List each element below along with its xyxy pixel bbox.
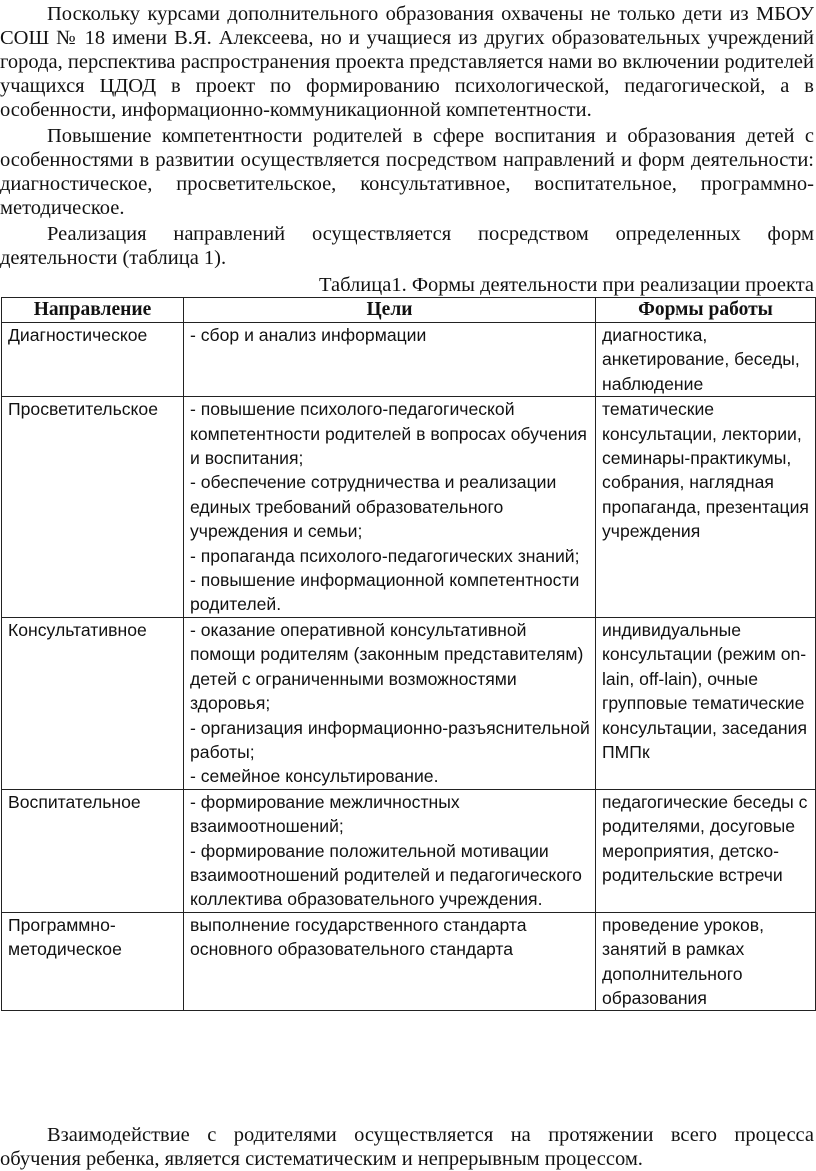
- paragraph-competence: Повышение компетентности родителей в сфере воспитания и образования детей с особенностями в развитии осуществляется посредством направлений и форм деятельности: диагностическое, просветительское, консультативное, воспитательное, программно-методическое.: [0, 125, 814, 219]
- goal-item: - пропаганда психолого-педагогических знаний;: [190, 545, 580, 566]
- header-goals: Цели: [184, 298, 596, 323]
- paragraph-interaction: Взаимодействие с родителями осуществляется на протяжении всего процесса обучения ребенка, является систематическим и непрерывным процессом.: [0, 1124, 814, 1170]
- forms-cell: индивидуальные консультации (режим on-lain, off-lain), очные групповые тематические консультации, заседания ПМПк: [596, 617, 816, 789]
- goal-item: - организация информационно-разъяснительной работы;: [190, 717, 590, 762]
- table-row: [2, 912, 816, 1011]
- direction-cell: Консультативное: [2, 617, 184, 789]
- table-row: [2, 397, 816, 618]
- table-row: [2, 617, 816, 789]
- direction-cell: Просветительское: [2, 397, 184, 618]
- table-row: [2, 789, 816, 912]
- forms-table: [1, 297, 816, 1011]
- goals-cell: [184, 323, 596, 397]
- forms-cell: тематические консультации, лектории, семинары-практикумы, собрания, наглядная пропаганда, презентация учреждения: [596, 397, 816, 618]
- forms-cell: педагогические беседы с родителями, досуговые мероприятия, детско-родительские встречи: [596, 789, 816, 912]
- paragraph-intro: Поскольку курсами дополнительного образования охвачены не только дети из МБОУ СОШ № 18 имени В.Я. Алексеева, но и учащиеся из других образовательных учреждений города, перспектива распространения проекта представляется нами во включении родителей учащихся ЦДОД в проект по формированию психологической, педагогической, а в особенности, информационно-коммуникационной компетентности.: [0, 3, 814, 121]
- direction-cell: Диагностическое: [2, 323, 184, 397]
- goal-item: - повышение информационной компетентности родителей.: [190, 570, 580, 615]
- goal-item: выполнение государственного стандарта основного образовательного стандарта: [190, 914, 527, 960]
- goal-item: - формирование положительной мотивации взаимоотношений родителей и педагогического коллектива образовательного учреждения.: [190, 840, 582, 910]
- table-header-row: [2, 298, 816, 323]
- forms-cell: диагностика, анкетирование, беседы, наблюдение: [596, 323, 816, 397]
- goal-item: - повышение психолого-педагогической компетентности родителей в вопросах обучения и воспитания;: [190, 399, 587, 469]
- goal-item: - формирование межличностных взаимоотношений;: [190, 791, 460, 837]
- goal-item: - семейное консультирование.: [190, 766, 439, 787]
- header-forms: Формы работы: [596, 298, 816, 323]
- goal-item: - оказание оперативной консультативной помощи родителям (законным представителям) детей с ограниченными возможностями здоровья;: [190, 619, 584, 714]
- header-direction: Направление: [2, 298, 184, 323]
- goals-cell: [184, 617, 596, 789]
- forms-cell: проведение уроков, занятий в рамках дополнительного образования: [596, 912, 816, 1011]
- goal-item: - сбор и анализ информации: [190, 325, 427, 345]
- goals-cell: [184, 789, 596, 912]
- goal-item: - обеспечение сотрудничества и реализации единых требований образовательного учреждения и семьи;: [190, 472, 557, 542]
- goals-cell: [184, 397, 596, 618]
- table-caption: Таблица1. Формы деятельности при реализации проекта: [319, 274, 814, 296]
- paragraph-implementation: Реализация направлений осуществляется посредством определенных форм деятельности (таблица 1).: [0, 223, 814, 269]
- direction-cell: Программно-методическое: [2, 912, 184, 1011]
- goals-cell: [184, 912, 596, 1011]
- table-row: [2, 323, 816, 397]
- direction-cell: Воспитательное: [2, 789, 184, 912]
